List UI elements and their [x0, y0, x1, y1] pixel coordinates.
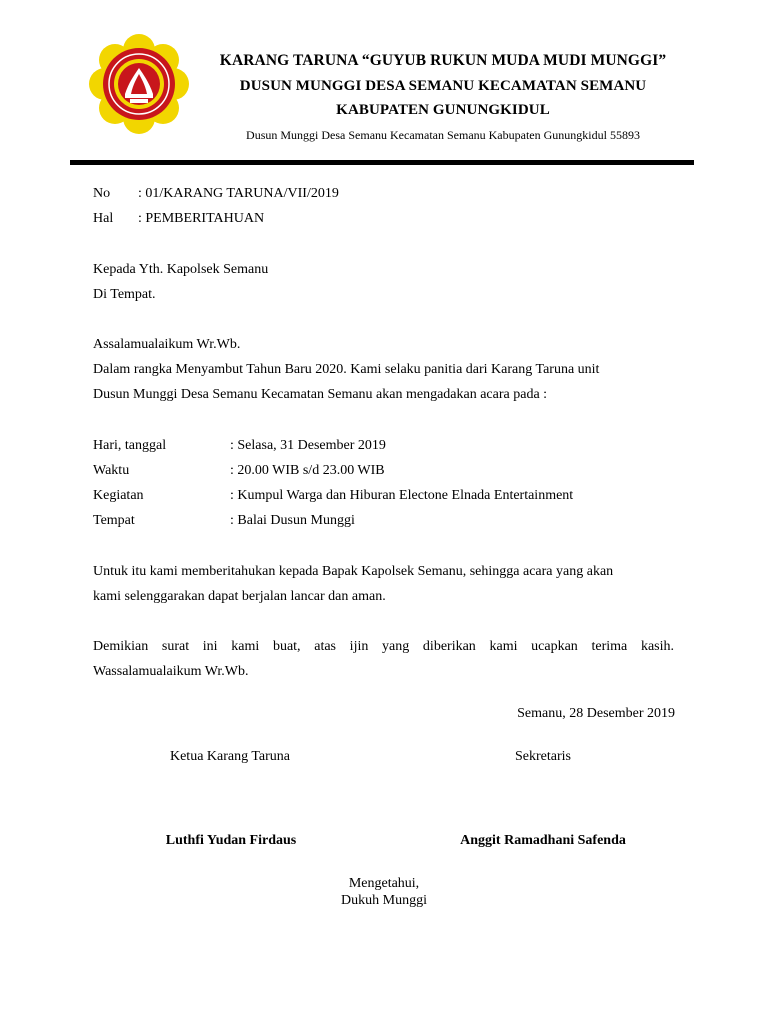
detail-label: Waktu [93, 463, 130, 478]
approval-label: Mengetahui, [348, 876, 420, 891]
no-label: No [93, 186, 111, 201]
letterhead-region: DUSUN MUNGGI DESA SEMANU KECAMATAN SEMANU [239, 78, 647, 94]
left-signatory-title: Ketua Karang Taruna [169, 749, 291, 764]
detail-label: Hari, tanggal [93, 438, 167, 453]
detail-value: : Selasa, 31 Desember 2019 [230, 438, 386, 453]
left-signatory-name: Luthfi Yudan Firdaus [165, 833, 297, 848]
paragraph-2-line-2: kami selenggarakan dapat berjalan lancar dan aman. [93, 589, 386, 604]
letterhead-regency: KABUPATEN GUNUNGKIDUL [336, 102, 550, 118]
detail-label: Tempat [93, 513, 135, 528]
hal-value: : PEMBERITAHUAN [138, 211, 265, 226]
letterhead-address: Dusun Munggi Desa Semanu Kecamatan Semanu Kabupaten Gunungkidul 55893 [246, 128, 640, 142]
karang-taruna-logo-icon [88, 33, 190, 135]
recipient-line: Kepada Yth. Kapolsek Semanu [93, 262, 269, 277]
paragraph-2-line-1: Untuk itu kami memberitahukan kepada Bapak Kapolsek Semanu, sehingga acara yang akan [93, 564, 614, 579]
detail-value: : Balai Dusun Munggi [230, 513, 355, 528]
greeting: Assalamualaikum Wr.Wb. [93, 337, 241, 352]
detail-value: : Kumpul Warga dan Hiburan Electone Elnada Entertainment [230, 488, 574, 503]
paragraph-3-line-1: Demikian surat ini kami buat, atas ijin yang diberikan kami ucapkan terima kasih. [93, 639, 674, 654]
approval-title: Dukuh Munggi [341, 893, 427, 908]
detail-label: Kegiatan [93, 488, 144, 503]
intro-line-2: Dusun Munggi Desa Semanu Kecamatan Semanu akan mengadakan acara pada : [93, 387, 548, 402]
letterhead-title: KARANG TARUNA “GUYUB RUKUN MUDA MUDI MUNGGI” [219, 52, 667, 69]
closing-greeting: Wassalamualaikum Wr.Wb. [93, 664, 249, 679]
right-signatory-name: Anggit Ramadhani Safenda [460, 833, 626, 848]
right-signatory-title: Sekretaris [515, 749, 571, 764]
letterhead-divider [70, 160, 694, 165]
no-value: : 01/KARANG TARUNA/VII/2019 [138, 186, 339, 201]
intro-line-1: Dalam rangka Menyambut Tahun Baru 2020. Kami selaku panitia dari Karang Taruna unit [93, 362, 600, 377]
hal-label: Hal [93, 211, 114, 226]
place-date: Semanu, 28 Desember 2019 [517, 706, 675, 721]
recipient-place: Di Tempat. [93, 287, 156, 302]
detail-value: : 20.00 WIB s/d 23.00 WIB [230, 463, 385, 478]
